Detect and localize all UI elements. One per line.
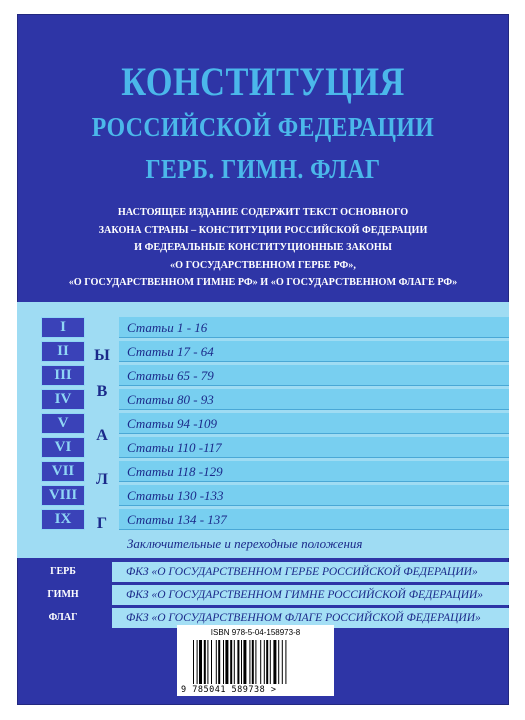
barcode-bar — [273, 640, 276, 684]
barcode-bar — [252, 640, 254, 684]
barcode-bar — [225, 640, 228, 684]
barcode-bar — [241, 640, 242, 684]
barcode-bar — [264, 640, 265, 684]
chapters-label-letter: В — [96, 383, 108, 400]
law-label: ГИМН — [47, 589, 79, 600]
description-line: «О ГОСУДАРСТВЕННОМ ГИМНЕ РФ» И «О ГОСУДАРСТВЕННОМ ФЛАГЕ РФ» — [68, 277, 458, 288]
description-line: НАСТОЯЩЕЕ ИЗДАНИЕ СОДЕРЖИТ ТЕКСТ ОСНОВНОГО — [117, 207, 409, 218]
chapter-row: Статьи 65 - 79 — [119, 365, 509, 386]
barcode-bar — [285, 640, 286, 684]
chapters-label-letter: Г — [96, 515, 108, 532]
chapter-number: IV — [41, 389, 85, 410]
barcode-bar — [278, 640, 279, 684]
chapters-label-letter: Ы — [94, 347, 110, 364]
chapter-row: Статьи 130 -133 — [119, 485, 509, 506]
barcode-bar — [211, 640, 212, 684]
chapter-number: III — [41, 365, 85, 386]
law-row: ФКЗ «О ГОСУДАРСТВЕННОМ ГИМНЕ РОССИЙСКОЙ ФЕДЕРАЦИИ» — [112, 585, 509, 605]
isbn-number: ISBN 978-5-04-158973-8 — [210, 628, 301, 637]
chapter-number: VII — [41, 461, 85, 482]
barcode-bar — [266, 640, 268, 684]
chapter-number: VI — [41, 437, 85, 458]
chapter-row: Статьи 1 - 16 — [119, 317, 509, 338]
description-line: ЗАКОНА СТРАНЫ – КОНСТИТУЦИИ РОССИЙСКОЙ ФЕДЕРАЦИИ — [98, 224, 428, 236]
chapter-row: Статьи 94 -109 — [119, 413, 509, 434]
barcode-bar — [230, 640, 232, 684]
barcode-bar — [270, 640, 271, 684]
barcode-icon — [193, 640, 319, 684]
chapters-vertical-label — [91, 321, 113, 536]
chapter-number: V — [41, 413, 85, 434]
barcode-bar — [260, 640, 261, 684]
barcode-bar — [243, 640, 246, 684]
barcode-bar — [249, 640, 250, 684]
barcode-bar — [237, 640, 239, 684]
description-line: «О ГОСУДАРСТВЕННОМ ГЕРБЕ РФ», — [170, 259, 356, 271]
final-provisions-row: Заключительные и переходные положения — [119, 533, 509, 554]
cover-subtitle-2: ГЕРБ. ГИМН. ФЛАГ — [145, 154, 381, 184]
chapter-number: IX — [41, 509, 85, 530]
chapter-row: Статьи 110 -117 — [119, 437, 509, 458]
chapter-row: Статьи 17 - 64 — [119, 341, 509, 362]
barcode-bar — [207, 640, 208, 684]
chapter-row: Статьи 118 -129 — [119, 461, 509, 482]
chapter-number: VIII — [41, 485, 85, 506]
law-label: ГЕРБ — [50, 566, 76, 577]
barcode-bar — [255, 640, 256, 684]
chapters-label-letter: А — [96, 427, 108, 444]
law-label: ФЛАГ — [48, 612, 78, 623]
chapter-number: II — [41, 341, 85, 362]
chapter-number: I — [41, 317, 85, 338]
barcode-bar — [218, 640, 220, 684]
barcode-bar — [234, 640, 235, 684]
contents-strip — [17, 302, 509, 558]
cover-subtitle: РОССИЙСКОЙ ФЕДЕРАЦИИ — [91, 112, 435, 142]
law-row: ФКЗ «О ГОСУДАРСТВЕННОМ ГЕРБЕ РОССИЙСКОЙ ФЕДЕРАЦИИ» — [112, 562, 509, 582]
chapter-row: Статьи 134 - 137 — [119, 509, 509, 530]
cover-title: КОНСТИТУЦИЯ — [121, 59, 405, 104]
cover-description — [17, 204, 509, 292]
chapter-row: Статьи 80 - 93 — [119, 389, 509, 410]
barcode-bar — [282, 640, 283, 684]
barcode-bar — [216, 640, 217, 684]
description-line: И ФЕДЕРАЛЬНЫЕ КОНСТИТУЦИОННЫЕ ЗАКОНЫ — [134, 242, 392, 253]
barcode-bar — [204, 640, 206, 684]
barcode-bar — [197, 640, 198, 684]
barcode-number: 9 785041 589738 > — [181, 685, 277, 695]
book-back-cover — [17, 14, 509, 705]
barcode-bar — [199, 640, 202, 684]
barcode-bar — [223, 640, 224, 684]
barcode-bar — [193, 640, 194, 684]
law-row: ФКЗ «О ГОСУДАРСТВЕННОМ ФЛАГЕ РОССИЙСКОЙ ФЕДЕРАЦИИ» — [112, 608, 509, 628]
chapters-label-letter: Л — [96, 471, 108, 488]
barcode-block — [177, 625, 334, 696]
